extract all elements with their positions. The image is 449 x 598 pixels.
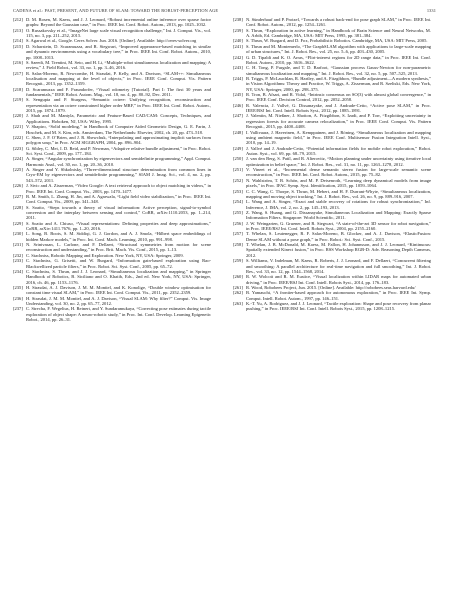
- reference-entry: [233, 301, 431, 312]
- reference-number: [260]: [233, 274, 243, 280]
- reference-number: [212]: [13, 17, 23, 22]
- reference-number: [231]: [13, 242, 23, 248]
- reference-text: R. Tron, B. Afsari, and R. Vidal, “Intrinsic consensus on SO(3) with almost global convergence,” in Proc. IEEE Conf. Decision Control, 2012, pp. 2052–2058.: [246, 92, 431, 103]
- reference-number: [246]: [233, 102, 243, 108]
- reference-text: L. Wang and A. Singer, “Exact and stable recovery of rotations for robust synchronization,” Inf. Inference, J. IMA, vol. 2, no. 2, pp. 145–193, 2013.: [246, 199, 431, 210]
- reference-number: [220]: [13, 113, 23, 119]
- reference-number: [259]: [233, 258, 243, 264]
- reference-number: [215]: [13, 43, 23, 49]
- reference-entry: [233, 28, 431, 39]
- reference-text: G. D. Tipaldi and K. O. Arras, “Flirt-interest regions for 2D range data,” in Proc. IEEE Int. Conf. Robot. Autom., 2010, pp. 3616–3622.: [246, 54, 431, 65]
- reference-entry: [13, 60, 211, 71]
- reference-entry: [233, 231, 431, 242]
- reference-entry: [13, 242, 211, 253]
- reference-number: [262]: [233, 290, 243, 296]
- reference-text: S. Agarwal et al., Google. Ceres Solver. Jun. 2016. [Online]. Available: http://ceres-solver.org: [26, 38, 197, 44]
- reference-entry: [13, 221, 211, 232]
- reference-text: G. Sibley, C. Mei, I. D. Reid, and P. Newman, “Adaptive relative bundle adjustment,” in Proc. Robot. Sci. Syst. Conf., 2009, pp. 177–184.: [26, 145, 211, 156]
- reference-text: B. Yamauchi, “A frontier-based approach for autonomous exploration,” in Proc. IEEE Int. Symp. Comput. Intell. Robot. Autom., 1997, pp. 146–151.: [246, 290, 431, 301]
- reference-text: O. Russakovsky et al., “ImageNet large scale visual recognition challenge,” Int. J. Comput. Vis., vol. 115, no. 3, pp. 211–252, 2015.: [26, 27, 211, 39]
- reference-number: [251]: [233, 167, 243, 173]
- reference-number: [219]: [13, 97, 23, 103]
- reference-text: D. M. Rosen, M. Kaess, and J. J. Leonard, “Robust incremental online inference over sparse factor graphs: Beyond the Gaussian case,” in Proc. IEEE Int. Conf. Robot. Autom., 2013, pp. 1025–1032.: [26, 17, 211, 28]
- reference-text: I. Vallivaara, J. Haverinen, A. Kemppainen, and J. Röning, “Simultaneous localization and mapping using ambient magnetic field,” in Proc. IEEE Conf. Multisensor Fusion Integration Intell. Syst., 2010, pp. 14–19.: [246, 129, 431, 146]
- reference-number: [225]: [13, 167, 23, 173]
- reference-entry: [13, 17, 211, 28]
- reference-entry: [13, 231, 211, 242]
- reference-text: C. Stachniss, G. Grisetti, and W. Burgard, “Information gain-based exploration using Rao-Blackwellized particle filters,” in Proc. Robot. Sci. Syst. Conf., 2005, pp. 65–72.: [26, 258, 211, 269]
- reference-text: S. Thrun, “Exploration in active learning,” in Handbook of Brain Science and Neural Networks, M. A. Arbib, Ed. Cambridge, MA, USA: MIT Press, 1995, pp. 381–384.: [246, 27, 431, 39]
- reference-number: [242]: [233, 54, 243, 60]
- references-column-left: [13, 17, 211, 591]
- reference-entry: [233, 17, 431, 28]
- reference-entry: [233, 76, 431, 92]
- reference-text: S. Williams, V. Indelman, M. Kaess, R. Roberts, J. J. Leonard, and F. Dellaert, “Concurrent filtering and smoothing: A parallel architecture for real-time navigation and full smoothing,” Int. J. Robot. Res., vol. 33, no. 12, pp. 1544–1568, 2014.: [246, 258, 431, 274]
- reference-number: [233]: [13, 258, 23, 264]
- reference-text: S. Thrun and M. Montemerlo, “The GraphSLAM algorithm with applications to large-scale mapping of urban structures,” Int. J. Robot. Res., vol. 25, no. 5–6, pp. 403–430, 2005.: [246, 43, 431, 55]
- reference-text: R. Wood, Robobees Project, Jun. 2015. [Online]. Available: http://robobees.seas.harvard.edu/: [246, 284, 416, 290]
- reference-number: [241]: [233, 43, 243, 49]
- reference-number: [239]: [233, 27, 243, 33]
- reference-text: K.-T. Yu, A. Rodriguez, and J. J. Leonard, “Tactile exploration: Shape and pose recovery from planar pushing,” in Proc. IEEE/RSJ Int. Conf. Intell. Robots Syst., 2015, pp. 1208–1215.: [246, 301, 431, 312]
- reference-text: J. Sivic and A. Zisserman, “Video Google: A text retrieval approach to object matching in videos,” in Proc. IEEE Int. Conf. Comput. Vis., 2003, pp. 1470–1477.: [26, 183, 211, 194]
- reference-text: S. Thrun, W. Burgard, and D. Fox, Probabilistic Robotics. Cambridge, MA, USA: MIT Press, 2005.: [246, 38, 428, 44]
- reference-text: J. W. Weingarten, G. Gruener, and R. Siegwart, “A state-of-the-art 3D sensor for robot navigation,” in Proc. IEEE/RSJ Int. Conf. Intell. Robots Syst., 2004, pp. 2155–2160.: [246, 220, 431, 232]
- running-header-title: CADENA et al.: PAST, PRESENT, AND FUTURE OF SLAM: TOWARD THE ROBUST-PERCEPTION AGE: [13, 8, 219, 13]
- reference-text: N. Wahlström, T. B. Schön, and M. P. Deisenroth, “Learning deep dynamical models from image pixels,” in Proc. IFAC Symp. Syst. Identification, 2015, pp. 1059–1064.: [246, 177, 431, 189]
- reference-number: [244]: [233, 75, 243, 81]
- reference-number: [213]: [13, 27, 23, 33]
- reference-entry: [13, 135, 211, 146]
- page-number: 1331: [426, 8, 436, 13]
- reference-entry: [13, 71, 211, 87]
- reference-entry: [233, 103, 431, 114]
- reference-text: H. Strasdat, A. J. Davison, J. M. M. Montiel, and K. Konolige, “Double window optimisation for constant time visual SLAM,” in Proc. IEEE Int. Conf. Comput. Vis., 2011, pp. 2352–2359.: [26, 284, 211, 296]
- reference-text: C. Stachniss, S. Thrun, and J. J. Leonard, “Simultaneous localization and mapping,” in Springer Handbook of Robotics, B. Siciliano and O. Khatib, Eds., 2nd ed. New York, NY, USA: Springer, 2016, ch. 46, pp. 1153–1176.: [26, 268, 211, 285]
- reference-entry: [13, 205, 211, 221]
- reference-entry: [13, 87, 211, 98]
- reference-number: [235]: [13, 284, 23, 290]
- reference-entry: [233, 167, 431, 178]
- reference-entry: [13, 258, 211, 269]
- reference-number: [223]: [13, 145, 23, 151]
- reference-text: C. Stachniss, Robotic Mapping and Exploration. New York, NY, USA: Springer, 2009.: [26, 252, 184, 258]
- reference-entry: [233, 44, 431, 55]
- reference-number: [247]: [233, 113, 243, 119]
- reference-number: [250]: [233, 156, 243, 162]
- reference-text: J. Valentin, M. Nießner, J. Shotton, A. Fitzgibbon, S. Izadi, and P. Torr, “Exploiting uncertainty in regression forests for accurate camera relocalization,” in Proc. IEEE Conf. Comput. Vis. Pattern Recognit., 2015, pp. 4400–4408.: [246, 113, 431, 130]
- reference-entry: [233, 146, 431, 157]
- reference-entry: [233, 92, 431, 103]
- reference-number: [245]: [233, 92, 243, 98]
- reference-text: J. Vallvé and J. Andrade-Cetto, “Potential information fields for mobile robot exploration,” Robot. Auton. Syst., vol. 69, pp. 68–79, 2015.: [246, 145, 431, 156]
- reference-number: [232]: [13, 252, 23, 258]
- reference-number: [230]: [13, 231, 23, 237]
- reference-text: S. Sengupta and P. Sturgess, “Semantic octree: Unifying recognition, reconstruction and representation via an octree constrained higher order MRF,” in Proc. IEEE Int. Conf. Robot. Autom., 2015, pp. 1874–1879.: [26, 97, 211, 114]
- reference-number: [258]: [233, 242, 243, 248]
- reference-entry: [13, 44, 211, 60]
- reference-entry: [13, 296, 211, 307]
- reference-entry: [233, 210, 431, 221]
- reference-text: S. Saeedi, M. Trentini, M. Seto, and H. Li, “Multiple-robot simultaneous localization and mapping: A review,” J. Field Robot., vol. 33, no. 1, pp. 3–46, 2016.: [26, 59, 211, 71]
- reference-text: C. Shen, J. F. O’Brien, and J. R. Shewchuk, “Interpolating and approximating implicit surfaces from polygon soup,” in Proc. ACM SIGGRAPH, 2004, pp. 896–904.: [26, 134, 211, 146]
- reference-entry: [233, 242, 431, 258]
- reference-text: B. M. Smith, L. Zhang, H. Jin, and A. Agarwala, “Light field video stabilization,” in Proc. IEEE Int. Conf. Comput. Vis., 2009, pp. 341–348.: [26, 193, 211, 205]
- reference-number: [254]: [233, 199, 243, 205]
- reference-text: H. Strasdat, J. M. M. Montiel, and A. J. Davison, “Visual SLAM: Why filter?” Comput. Vis. Image Understanding, vol. 30, no. 2, pp. 65–77, 2012.: [26, 295, 211, 307]
- reference-number: [243]: [233, 65, 243, 71]
- reference-text: Z. Wang, S. Huang, and G. Dissanayake, Simultaneous Localization and Mapping: Exactly Sparse Information Filters. Singapore: World Scientific, 2011.: [246, 209, 431, 221]
- reference-number: [240]: [233, 38, 243, 44]
- reference-text: R. Valencia, J. Vallvé, G. Dissanayake, and J. Andrade-Cetto, “Active pose SLAM,” in Proc. IEEE/RSJ Int. Conf. Intell. Robots Syst., 2012, pp. 1885–1891.: [246, 102, 431, 114]
- reference-text: R. W. Wolcott and R. M. Eustice, “Visual localization within LIDAR maps for automated urban driving,” in Proc. IEEE/RSJ Int. Conf. Intell. Robots Syst., 2014, pp. 176–183.: [246, 274, 431, 285]
- reference-entry: [233, 113, 431, 129]
- reference-entry: [13, 269, 211, 285]
- reference-number: [255]: [233, 209, 243, 215]
- reference-entry: [233, 221, 431, 232]
- reference-number: [263]: [233, 301, 243, 307]
- reference-entry: [233, 130, 431, 146]
- reference-text: D. Scaramuzza and F. Fraundorfer, “Visual odometry [Tutorial]. Part I: The first 30 years and fundamentals,” IEEE Robot. Autom. Mag., vol. 18, no. 4, pp. 80–92, Dec. 2011.: [26, 86, 211, 98]
- reference-entry: [13, 124, 211, 135]
- reference-number: [261]: [233, 284, 243, 290]
- reference-text: B. Triggs, P. McLauchlan, R. Hartley, and A. Fitzgibbon, “Bundle adjustment—A modern synthesis,” in Vision Algorithms: Theory and Practice, W. Triggs, A. Zisserman, and R. Szeliski, Eds. New York, NY, USA: Springer, 2000, pp. 298–375.: [246, 75, 431, 92]
- reference-number: [256]: [233, 220, 243, 226]
- reference-number: [221]: [13, 124, 23, 130]
- reference-text: S. Soatto, “Steps towards a theory of visual information: Active perception, signal-to-symbol conversion and the interplay between sensing and control,” CoRR, arXiv:1110.2053, pp. 1–214, 2011.: [26, 204, 211, 221]
- reference-entry: [233, 258, 431, 274]
- reference-text: C. H. Tong, P. Furgale, and T. D. Barfoot, “Gaussian process Gauss-Newton for non-parametric simultaneous localization and mapping,” Int. J. Robot. Res., vol. 32, no. 5, pp. 507–525, 2013.: [246, 65, 431, 76]
- reference-entry: [233, 274, 431, 285]
- reference-entry: [13, 146, 211, 157]
- reference-entry: [233, 65, 431, 76]
- reference-entry: [13, 285, 211, 296]
- reference-entry: [13, 156, 211, 167]
- reference-text: T. Whelan, S. Leutenegger, R. F. Salas-Moreno, B. Glocker, and A. J. Davison, “ElasticFusion: Dense SLAM without a pose graph,” in Proc. Robot.: Sci. Syst. Conf., 2015.: [246, 231, 431, 242]
- reference-entry: [13, 306, 211, 322]
- reference-text: V. Shapiro, “Solid modeling,” in Handbook of Computer Aided Geometric Design, G. E. Farin, J. Hoschek, and M. S. Kim, eds. Amsterdam, The Netherlands: Elsevier, 2002, ch. 20, pp. 473–518.: [26, 124, 211, 135]
- reference-text: T. Whelan, J. B. McDonald, M. Kaess, M. Fallon, H. Johannsson, and J. J. Leonard, “Kintinuous: Spatially extended Kinect fusion,” in Proc. RSS Workshop RGB-D: Adv. Reasoning Depth Cameras, 2012.: [246, 242, 431, 258]
- reference-entry: [13, 28, 211, 39]
- reference-number: [217]: [13, 70, 23, 76]
- reference-number: [218]: [13, 86, 23, 92]
- reference-entry: [233, 199, 431, 210]
- reference-entry: [233, 189, 431, 200]
- reference-entry: [233, 290, 431, 301]
- reference-number: [248]: [233, 129, 243, 135]
- reference-entry: [13, 167, 211, 183]
- reference-text: L. Song, B. Boots, S. M. Siddiqi, G. J. Gordon, and A. J. Smola, “Hilbert space embeddings of hidden Markov models,” in Proc. Int. Conf. Mach. Learning, 2010, pp. 991–998.: [26, 231, 211, 242]
- reference-number: [224]: [13, 156, 23, 162]
- reference-text: A. Singer and Y. Shkolnisky, “Three-dimensional structure determination from common lines in Cryo-EM by eigenvectors and semidefinite programming,” SIAM J. Imag. Sci., vol. 4, no. 2, pp. 543–572, 2011.: [26, 167, 211, 183]
- reference-number: [234]: [13, 268, 23, 274]
- reference-entry: [233, 178, 431, 189]
- reference-text: J. van den Berg, S. Patil, and R. Alterovitz, “Motion planning under uncertainty using iterative local optimization in belief space,” Int. J. Robot. Res., vol. 31, no. 11, pp. 1263–1278, 2012.: [246, 156, 431, 167]
- reference-text: C. C. Wang, C. Thorpe, S. Thrun, M. Hebert, and H. F. Durrant-Whyte, “Simultaneous localization, mapping and moving object tracking,” Int. J. Robot. Res., vol. 26, no. 9, pp. 889–916, 2007.: [246, 188, 431, 199]
- reference-number: [226]: [13, 183, 23, 189]
- reference-text: S. Soatto and A. Chiuso, “Visual representations: Defining properties and deep approximations,” CoRR, arXiv:1411.7676, pp. 1–20, 2016.: [26, 220, 211, 232]
- reference-number: [237]: [13, 306, 23, 312]
- reference-text: A. Singer, “Angular synchronization by eigenvectors and semidefinite programming,” Appl. Comput. Harmonic Anal., vol. 30, no. 1, pp. 20–36, 2010.: [26, 156, 211, 167]
- reference-number: [228]: [13, 204, 23, 210]
- reference-entry: [13, 97, 211, 113]
- reference-number: [257]: [233, 231, 243, 237]
- reference-entry: [13, 194, 211, 205]
- reference-text: D. Scharstein, D. Scaramuzza, and R. Siegwart, “Improved appearance-based matching in similar and dynamic environments using a vocabulary tree,” in Proc. IEEE Int. Conf. Robot. Autom., 2010, pp. 1008–1013.: [26, 43, 211, 60]
- reference-number: [216]: [13, 59, 23, 65]
- reference-number: [236]: [13, 295, 23, 301]
- reference-number: [214]: [13, 38, 23, 44]
- reference-text: R. Salas-Moreno, R. Newcombe, H. Strasdat, P. Kelly, and A. Davison, “SLAM++: Simultaneous localisation and mapping at the level of objects,” in Proc. IEEE Conf. Comput. Vis. Pattern Recognit., 2013, pp. 1352–1359.: [26, 70, 211, 87]
- reference-entry: [13, 113, 211, 124]
- reference-number: [222]: [13, 134, 23, 140]
- reference-number: [249]: [233, 145, 243, 151]
- reference-text: C. Strecha, F. Wegelius, H. Reinert, and Y. Sundaramukaya, “Correcting pose estimates during tactile exploration of object shape: A neuro-robotic study,” in Proc. Int. Conf. Develop. Learning Epigenetic Robot., 2014, pp. 26–31.: [26, 306, 211, 323]
- reference-number: [227]: [13, 193, 23, 199]
- references-column-right: [233, 17, 431, 591]
- reference-number: [238]: [233, 17, 243, 22]
- reference-entry: [233, 55, 431, 66]
- reference-text: N. Sünderhauf and P. Protzel, “Towards a robust back-end for pose graph SLAM,” in Proc. IEEE Int. Conf. Robot. Autom., 2012, pp. 1254–1261.: [246, 17, 431, 28]
- reference-number: [229]: [13, 220, 23, 226]
- reference-entry: [13, 183, 211, 194]
- reference-text: V. Vineet et al., “Incremental dense semantic stereo fusion for large-scale semantic scene reconstruction,” in Proc. IEEE Int. Conf. Robot. Autom., 2015, pp. 75–82.: [246, 167, 431, 178]
- reference-number: [253]: [233, 188, 243, 194]
- reference-text: N. Srinivasan, L. Carlone, and F. Dellaert, “Structural symmetries from motion for scene reconstruction and understanding,” in Proc. Brit. Mach. Vis. Conf., 2015, pp. 1–13.: [26, 242, 211, 253]
- reference-number: [252]: [233, 177, 243, 183]
- reference-text: J. Shah and M. Mantyla, Parametric and Feature-Based CAD/CAM: Concepts, Techniques, and Applications. Hoboken, NJ, USA: Wiley, 1995.: [26, 113, 211, 124]
- reference-entry: [233, 156, 431, 167]
